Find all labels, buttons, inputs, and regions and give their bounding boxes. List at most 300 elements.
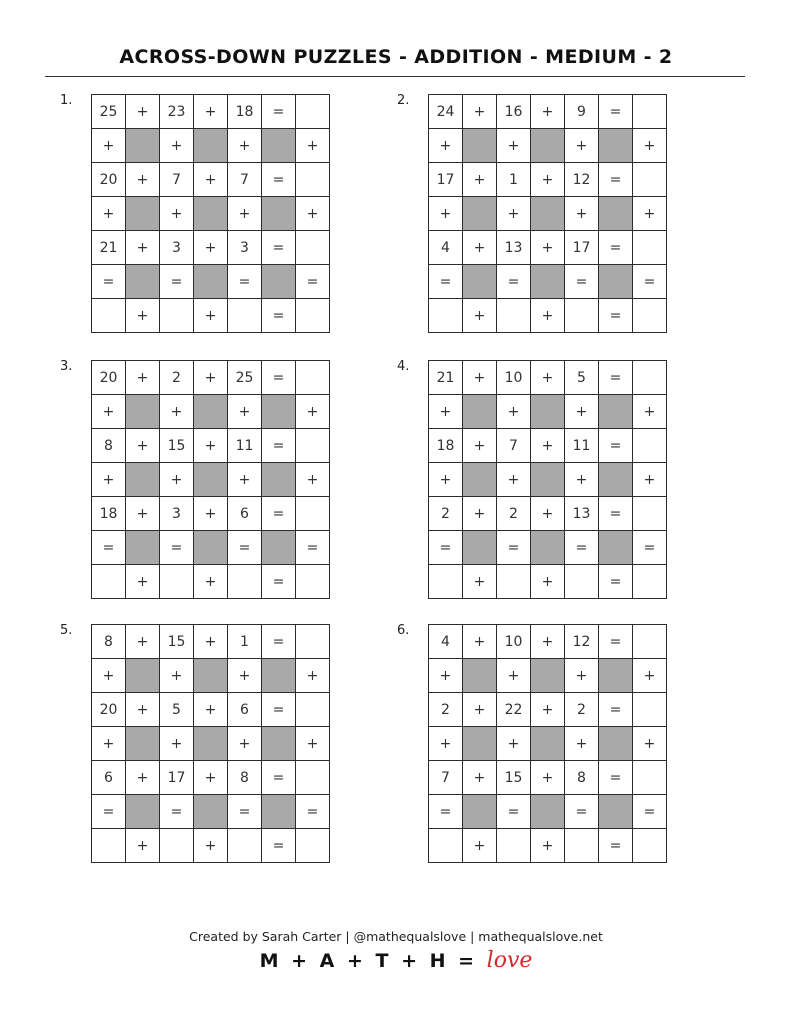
grid-cell: = — [262, 761, 296, 795]
answer-cell[interactable] — [296, 497, 330, 531]
grid-row — [92, 361, 330, 395]
grid-cell: + — [463, 163, 497, 197]
grid-cell: 18 — [92, 497, 126, 531]
grid-row — [92, 659, 330, 693]
logo-love-script: love — [486, 948, 533, 973]
grid-cell: + — [296, 463, 330, 497]
grid-row — [429, 429, 667, 463]
shaded-cell — [262, 265, 296, 299]
grid-cell: 21 — [92, 231, 126, 265]
answer-cell[interactable] — [497, 299, 531, 333]
grid-row — [92, 197, 330, 231]
shaded-cell — [126, 795, 160, 829]
grid-cell: + — [463, 761, 497, 795]
grid-cell: 23 — [160, 95, 194, 129]
shaded-cell — [463, 727, 497, 761]
answer-cell[interactable] — [429, 565, 463, 599]
puzzle-6 — [397, 623, 667, 863]
answer-cell[interactable] — [633, 231, 667, 265]
grid-cell: 16 — [497, 95, 531, 129]
grid-row — [92, 95, 330, 129]
grid-cell: 5 — [565, 361, 599, 395]
grid-cell: = — [262, 361, 296, 395]
grid-cell: + — [497, 129, 531, 163]
shaded-cell — [599, 395, 633, 429]
shaded-cell — [262, 395, 296, 429]
answer-cell[interactable] — [92, 565, 126, 599]
grid-cell: + — [565, 463, 599, 497]
shaded-cell — [599, 463, 633, 497]
answer-cell[interactable] — [228, 565, 262, 599]
grid-cell: 22 — [497, 693, 531, 727]
answer-cell[interactable] — [296, 829, 330, 863]
shaded-cell — [126, 659, 160, 693]
grid-cell: + — [463, 693, 497, 727]
grid-cell: + — [92, 395, 126, 429]
grid-row — [92, 163, 330, 197]
puzzle-number: 4. — [397, 359, 410, 374]
answer-cell[interactable] — [296, 761, 330, 795]
grid-cell: + — [194, 299, 228, 333]
grid-cell: + — [463, 361, 497, 395]
shaded-cell — [599, 659, 633, 693]
grid-cell: + — [463, 625, 497, 659]
grid-cell: 2 — [160, 361, 194, 395]
shaded-cell — [463, 265, 497, 299]
grid-cell: + — [228, 395, 262, 429]
grid-cell: 17 — [565, 231, 599, 265]
shaded-cell — [262, 197, 296, 231]
grid-row — [429, 95, 667, 129]
shaded-cell — [262, 659, 296, 693]
grid-cell: = — [599, 497, 633, 531]
grid-cell: = — [633, 265, 667, 299]
grid-cell: = — [633, 795, 667, 829]
grid-cell: + — [531, 625, 565, 659]
grid-cell: 4 — [429, 231, 463, 265]
grid-cell: + — [194, 693, 228, 727]
grid-cell: = — [599, 361, 633, 395]
shaded-cell — [194, 531, 228, 565]
grid-cell: = — [262, 231, 296, 265]
grid-cell: + — [160, 197, 194, 231]
grid-cell: + — [296, 727, 330, 761]
shaded-cell — [531, 727, 565, 761]
answer-cell[interactable] — [633, 361, 667, 395]
grid-row — [92, 395, 330, 429]
grid-cell: 15 — [160, 625, 194, 659]
grid-cell: + — [463, 565, 497, 599]
grid-cell: 20 — [92, 693, 126, 727]
grid-cell: = — [497, 531, 531, 565]
grid-cell: 18 — [429, 429, 463, 463]
grid-cell: 20 — [92, 163, 126, 197]
grid-cell: 8 — [92, 429, 126, 463]
puzzle-grid — [91, 624, 330, 863]
grid-cell: + — [565, 129, 599, 163]
grid-row — [92, 129, 330, 163]
grid-cell: 7 — [228, 163, 262, 197]
answer-cell[interactable] — [633, 95, 667, 129]
grid-cell: + — [296, 395, 330, 429]
grid-cell: 15 — [497, 761, 531, 795]
shaded-cell — [463, 659, 497, 693]
grid-cell: 10 — [497, 625, 531, 659]
grid-cell: 6 — [228, 497, 262, 531]
grid-cell: = — [160, 265, 194, 299]
answer-cell[interactable] — [429, 299, 463, 333]
title-divider — [45, 76, 745, 77]
grid-cell: 25 — [228, 361, 262, 395]
grid-cell: 3 — [160, 231, 194, 265]
answer-cell[interactable] — [296, 361, 330, 395]
shaded-cell — [531, 129, 565, 163]
grid-cell: = — [599, 231, 633, 265]
grid-cell: + — [194, 565, 228, 599]
grid-cell: = — [565, 531, 599, 565]
grid-cell: + — [531, 497, 565, 531]
grid-cell: + — [126, 95, 160, 129]
answer-cell[interactable] — [160, 829, 194, 863]
answer-cell[interactable] — [296, 95, 330, 129]
grid-cell: + — [531, 565, 565, 599]
shaded-cell — [126, 463, 160, 497]
grid-cell: + — [531, 361, 565, 395]
shaded-cell — [599, 197, 633, 231]
grid-row — [92, 265, 330, 299]
grid-cell: = — [160, 531, 194, 565]
shaded-cell — [194, 463, 228, 497]
grid-cell: + — [463, 231, 497, 265]
grid-row — [92, 761, 330, 795]
grid-cell: = — [599, 829, 633, 863]
shaded-cell — [262, 795, 296, 829]
grid-cell: + — [565, 395, 599, 429]
answer-cell[interactable] — [633, 429, 667, 463]
grid-cell: = — [262, 163, 296, 197]
shaded-cell — [531, 265, 565, 299]
grid-cell: 7 — [429, 761, 463, 795]
grid-cell: + — [429, 659, 463, 693]
shaded-cell — [126, 197, 160, 231]
answer-cell[interactable] — [633, 163, 667, 197]
grid-row — [92, 429, 330, 463]
math-equals-love-logo — [0, 948, 792, 973]
grid-cell: = — [262, 429, 296, 463]
grid-cell: + — [463, 299, 497, 333]
shaded-cell — [126, 727, 160, 761]
grid-cell: 20 — [92, 361, 126, 395]
grid-row — [429, 829, 667, 863]
puzzle-1 — [60, 93, 330, 333]
grid-cell: = — [296, 265, 330, 299]
grid-row — [92, 625, 330, 659]
grid-row — [429, 761, 667, 795]
grid-cell: 7 — [160, 163, 194, 197]
grid-cell: 13 — [565, 497, 599, 531]
grid-cell: + — [463, 429, 497, 463]
puzzle-number: 5. — [60, 623, 73, 638]
logo-text: M + A + T + H = — [259, 950, 478, 972]
grid-row — [92, 463, 330, 497]
grid-cell: + — [194, 231, 228, 265]
grid-row — [429, 231, 667, 265]
grid-row — [92, 795, 330, 829]
grid-row — [429, 361, 667, 395]
shaded-cell — [531, 659, 565, 693]
shaded-cell — [262, 463, 296, 497]
grid-cell: = — [92, 265, 126, 299]
grid-cell: = — [92, 795, 126, 829]
grid-cell: + — [497, 395, 531, 429]
grid-cell: = — [599, 565, 633, 599]
grid-cell: + — [531, 95, 565, 129]
answer-cell[interactable] — [296, 299, 330, 333]
grid-cell: + — [92, 463, 126, 497]
grid-cell: + — [633, 727, 667, 761]
grid-cell: + — [92, 197, 126, 231]
answer-cell[interactable] — [565, 299, 599, 333]
grid-row — [92, 727, 330, 761]
grid-cell: + — [194, 829, 228, 863]
grid-cell: + — [633, 395, 667, 429]
grid-cell: = — [262, 299, 296, 333]
grid-cell: = — [92, 531, 126, 565]
grid-cell: 13 — [497, 231, 531, 265]
grid-cell: = — [228, 531, 262, 565]
answer-cell[interactable] — [633, 761, 667, 795]
grid-cell: = — [599, 95, 633, 129]
grid-cell: + — [296, 197, 330, 231]
answer-cell[interactable] — [296, 231, 330, 265]
grid-cell: = — [262, 693, 296, 727]
grid-cell: 2 — [497, 497, 531, 531]
grid-cell: + — [463, 829, 497, 863]
grid-row — [429, 795, 667, 829]
grid-cell: + — [126, 693, 160, 727]
answer-cell[interactable] — [633, 497, 667, 531]
shaded-cell — [126, 265, 160, 299]
shaded-cell — [531, 531, 565, 565]
shaded-cell — [262, 129, 296, 163]
grid-row — [429, 463, 667, 497]
shaded-cell — [463, 395, 497, 429]
answer-cell[interactable] — [296, 163, 330, 197]
grid-cell: = — [565, 795, 599, 829]
grid-cell: = — [262, 565, 296, 599]
shaded-cell — [531, 395, 565, 429]
grid-cell: = — [599, 625, 633, 659]
grid-cell: + — [126, 497, 160, 531]
shaded-cell — [262, 531, 296, 565]
puzzle-5 — [60, 623, 330, 863]
puzzle-2 — [397, 93, 667, 333]
grid-cell: + — [194, 95, 228, 129]
puzzle-4 — [397, 359, 667, 599]
grid-cell: + — [92, 129, 126, 163]
grid-cell: 8 — [92, 625, 126, 659]
grid-row — [92, 829, 330, 863]
answer-cell[interactable] — [497, 829, 531, 863]
answer-cell[interactable] — [92, 829, 126, 863]
shaded-cell — [599, 265, 633, 299]
puzzle-grid — [91, 94, 330, 333]
grid-cell: = — [262, 829, 296, 863]
answer-cell[interactable] — [633, 829, 667, 863]
answer-cell[interactable] — [296, 429, 330, 463]
grid-cell: = — [497, 795, 531, 829]
shaded-cell — [126, 531, 160, 565]
grid-cell: 12 — [565, 163, 599, 197]
footer-credit: Created by Sarah Carter | @mathequalslove | mathequalslove.net — [189, 929, 603, 944]
grid-cell: + — [497, 727, 531, 761]
grid-cell: + — [228, 463, 262, 497]
grid-cell: 11 — [228, 429, 262, 463]
grid-cell: + — [228, 129, 262, 163]
answer-cell[interactable] — [228, 299, 262, 333]
grid-cell: + — [160, 129, 194, 163]
grid-row — [92, 231, 330, 265]
grid-cell: = — [262, 625, 296, 659]
grid-cell: = — [296, 795, 330, 829]
answer-cell[interactable] — [429, 829, 463, 863]
grid-cell: + — [126, 625, 160, 659]
grid-cell: + — [194, 625, 228, 659]
grid-row — [429, 197, 667, 231]
grid-cell: + — [497, 659, 531, 693]
grid-cell: + — [126, 231, 160, 265]
grid-row — [429, 129, 667, 163]
grid-cell: + — [126, 163, 160, 197]
grid-row — [92, 299, 330, 333]
grid-cell: 24 — [429, 95, 463, 129]
grid-cell: = — [599, 299, 633, 333]
grid-cell: 17 — [160, 761, 194, 795]
grid-cell: 17 — [429, 163, 463, 197]
grid-row — [92, 531, 330, 565]
grid-cell: + — [531, 829, 565, 863]
grid-cell: 3 — [228, 231, 262, 265]
grid-cell: + — [126, 829, 160, 863]
grid-cell: 2 — [565, 693, 599, 727]
grid-cell: + — [160, 727, 194, 761]
puzzle-grid — [428, 360, 667, 599]
grid-cell: = — [599, 163, 633, 197]
grid-row — [92, 565, 330, 599]
answer-cell[interactable] — [565, 565, 599, 599]
puzzle-number: 6. — [397, 623, 410, 638]
puzzle-number: 1. — [60, 93, 73, 108]
grid-cell: + — [429, 727, 463, 761]
answer-cell[interactable] — [633, 565, 667, 599]
grid-cell: + — [497, 463, 531, 497]
grid-cell: 2 — [429, 693, 463, 727]
grid-row — [429, 163, 667, 197]
grid-cell: + — [228, 659, 262, 693]
shaded-cell — [194, 197, 228, 231]
grid-cell: 6 — [92, 761, 126, 795]
puzzle-3 — [60, 359, 330, 599]
grid-cell: + — [429, 395, 463, 429]
grid-cell: + — [565, 727, 599, 761]
grid-row — [429, 625, 667, 659]
answer-cell[interactable] — [565, 829, 599, 863]
grid-cell: 8 — [228, 761, 262, 795]
grid-cell: = — [429, 531, 463, 565]
shaded-cell — [194, 659, 228, 693]
grid-cell: + — [531, 761, 565, 795]
answer-cell[interactable] — [497, 565, 531, 599]
grid-cell: = — [599, 693, 633, 727]
shaded-cell — [262, 727, 296, 761]
puzzle-grid — [91, 360, 330, 599]
grid-cell: 21 — [429, 361, 463, 395]
grid-cell: + — [565, 197, 599, 231]
grid-cell: + — [531, 231, 565, 265]
grid-cell: + — [92, 727, 126, 761]
puzzle-grid — [428, 94, 667, 333]
page-title: ACROSS-DOWN PUZZLES - ADDITION - MEDIUM - 2 — [119, 46, 673, 68]
puzzle-number: 2. — [397, 93, 410, 108]
answer-cell[interactable] — [296, 565, 330, 599]
grid-cell: + — [194, 497, 228, 531]
grid-row — [429, 565, 667, 599]
grid-cell: + — [126, 361, 160, 395]
grid-cell: + — [194, 761, 228, 795]
puzzle-grid — [428, 624, 667, 863]
shaded-cell — [463, 463, 497, 497]
shaded-cell — [463, 129, 497, 163]
grid-cell: 6 — [228, 693, 262, 727]
grid-cell: 4 — [429, 625, 463, 659]
grid-cell: 25 — [92, 95, 126, 129]
answer-cell[interactable] — [160, 565, 194, 599]
answer-cell[interactable] — [160, 299, 194, 333]
grid-cell: + — [92, 659, 126, 693]
grid-cell: + — [160, 395, 194, 429]
grid-row — [429, 497, 667, 531]
grid-cell: 8 — [565, 761, 599, 795]
grid-cell: 10 — [497, 361, 531, 395]
grid-cell: + — [126, 299, 160, 333]
grid-cell: 12 — [565, 625, 599, 659]
grid-cell: = — [262, 497, 296, 531]
grid-cell: = — [296, 531, 330, 565]
answer-cell[interactable] — [228, 829, 262, 863]
grid-cell: + — [463, 95, 497, 129]
grid-cell: = — [429, 265, 463, 299]
grid-cell: + — [633, 659, 667, 693]
grid-row — [429, 395, 667, 429]
grid-cell: 15 — [160, 429, 194, 463]
answer-cell[interactable] — [92, 299, 126, 333]
grid-cell: = — [565, 265, 599, 299]
grid-row — [429, 659, 667, 693]
grid-cell: + — [633, 129, 667, 163]
answer-cell[interactable] — [633, 693, 667, 727]
answer-cell[interactable] — [633, 299, 667, 333]
answer-cell[interactable] — [296, 693, 330, 727]
shaded-cell — [531, 795, 565, 829]
answer-cell[interactable] — [633, 625, 667, 659]
grid-row — [429, 693, 667, 727]
grid-cell: + — [531, 299, 565, 333]
shaded-cell — [194, 395, 228, 429]
grid-cell: + — [194, 361, 228, 395]
grid-cell: + — [126, 565, 160, 599]
grid-row — [92, 497, 330, 531]
answer-cell[interactable] — [296, 625, 330, 659]
